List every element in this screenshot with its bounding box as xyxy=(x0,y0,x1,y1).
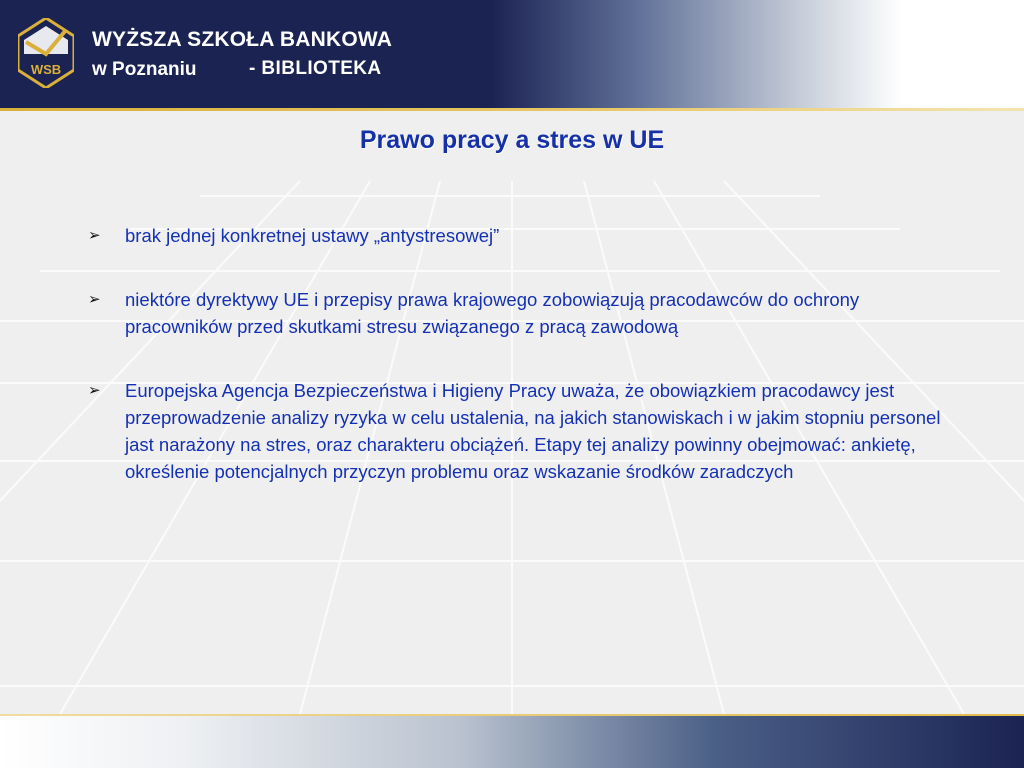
footer-gold-rule xyxy=(0,714,1024,716)
bullet-text: niektóre dyrektywy UE i przepisy prawa krajowego zobowiązują pracodawców do ochrony pracowników przed skutkami stresu związanego z pracą zawodową xyxy=(125,289,860,337)
institution-name: WYŻSZA SZKOŁA BANKOWA xyxy=(92,28,393,51)
institution-city: w Poznaniu xyxy=(92,59,197,80)
bullet-text: Europejska Agencja Bezpieczeństwa i Higieny Pracy uważa, że obowiązkiem pracodawcy jest przeprowadzenie analizy ryzyka w celu ustalenia, na jakich stanowiskach i w jakim stopniu personel jast narażony na stres, oraz charakteru obciążeń. Etapy tej analizy powinny obejmować: ankietę, określenie potencjalnych przyczyn problemu oraz wskazanie środków zaradczych xyxy=(125,380,941,482)
bullet-text: brak jednej konkretnej ustawy „antystresowej” xyxy=(125,225,500,246)
department-label: - BIBLIOTEKA xyxy=(249,58,382,79)
logo-text: WSB xyxy=(30,62,62,77)
bullet-item xyxy=(88,222,968,249)
wsb-logo xyxy=(18,18,74,88)
footer-gradient-band xyxy=(0,714,1024,768)
arrow-bullet-icon: ➢ xyxy=(88,382,101,399)
slide-title: Prawo pracy a stres w UE xyxy=(359,126,665,154)
bullet-list xyxy=(88,222,968,485)
arrow-bullet-icon: ➢ xyxy=(88,227,101,244)
header-banner xyxy=(0,0,1024,110)
arrow-bullet-icon: ➢ xyxy=(88,291,101,308)
bullet-item xyxy=(88,286,968,340)
bullet-item xyxy=(88,377,968,485)
